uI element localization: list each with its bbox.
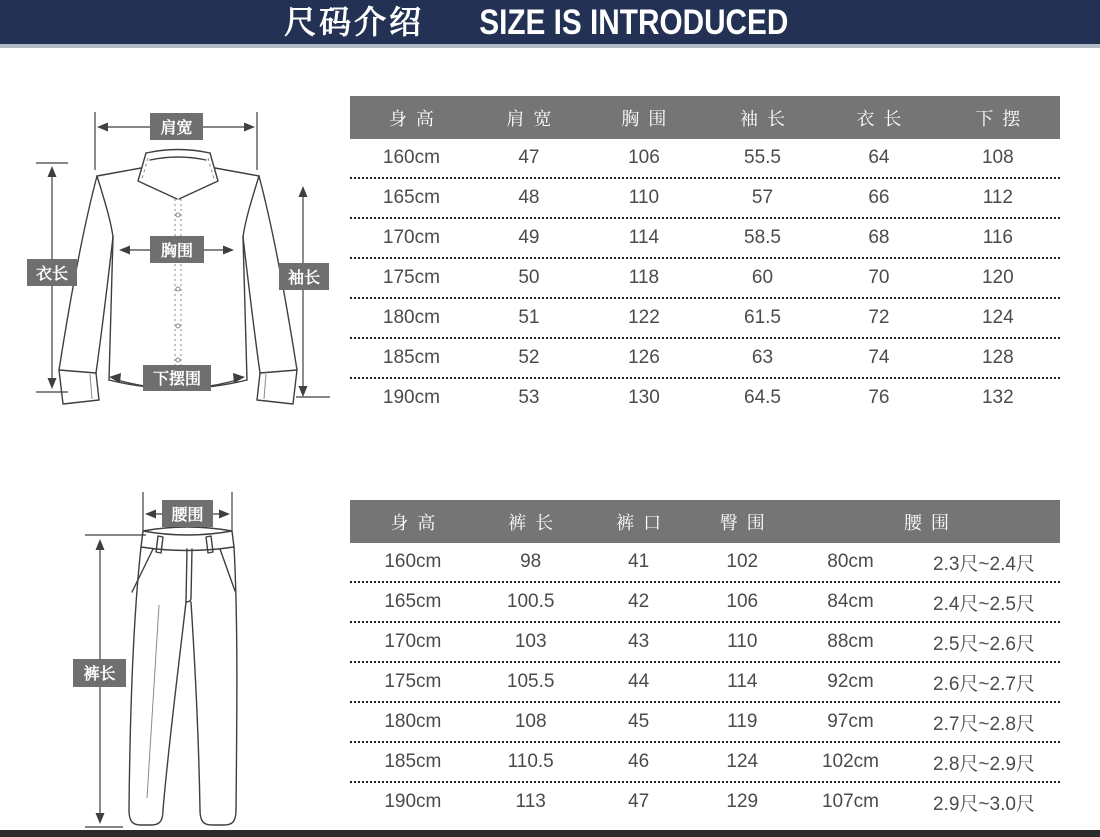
pants-length-measure (73, 535, 146, 827)
table-cell: 190cm (384, 791, 442, 812)
table-cell: 122 (628, 307, 660, 328)
table-cell: 170cm (382, 227, 440, 248)
table-cell: 110.5 (507, 751, 554, 772)
shoulder-width-label: 肩宽 (160, 120, 193, 137)
sleeve-length-label: 袖长 (287, 270, 321, 287)
table-cell: 160cm (384, 551, 442, 572)
table-cell: 72 (868, 307, 890, 328)
table-cell: 63 (751, 347, 774, 368)
pants-table-header (350, 500, 1060, 543)
table-cell: 88cm (827, 631, 874, 652)
table-cell: 2.5尺~2.6尺 (933, 633, 1035, 655)
table-cell: 160cm (382, 147, 440, 168)
table-cell: 175cm (384, 671, 442, 692)
table-cell: 165cm (382, 187, 440, 208)
table-cell: 190cm (382, 387, 440, 408)
table-cell: 118 (628, 267, 660, 288)
table-cell: 126 (628, 347, 660, 368)
table-cell: 113 (515, 791, 546, 812)
table-cell: 100.5 (506, 591, 555, 612)
table-cell: 53 (518, 387, 540, 408)
table-row (350, 219, 1060, 259)
bottom-section-divider (0, 830, 1100, 837)
sleeve-length-measure (279, 186, 330, 397)
column-header: 胸围 (621, 108, 676, 129)
table-cell: 47 (518, 147, 540, 168)
table-cell: 84cm (827, 591, 874, 612)
table-cell: 105.5 (506, 671, 555, 692)
table-cell: 185cm (382, 347, 440, 368)
column-header: 身高 (388, 108, 443, 129)
table-cell: 130 (628, 387, 660, 408)
table-row (350, 583, 1060, 623)
column-header: 身高 (390, 512, 445, 533)
table-cell: 112 (982, 187, 1013, 208)
table-row (350, 783, 1060, 821)
hem-label: 下摆围 (152, 371, 202, 388)
table-cell: 102 (726, 551, 759, 572)
table-cell: 58.5 (744, 227, 781, 248)
table-cell: 110 (727, 631, 758, 652)
table-row (350, 139, 1060, 179)
table-row (350, 259, 1060, 299)
table-cell: 48 (518, 187, 540, 208)
table-cell: 64.5 (744, 387, 781, 408)
table-cell: 180cm (382, 307, 440, 328)
table-cell: 47 (628, 791, 650, 812)
table-cell: 80cm (827, 551, 874, 572)
table-cell: 64 (868, 147, 890, 168)
table-cell: 49 (518, 227, 540, 248)
table-cell: 2.4尺~2.5尺 (933, 593, 1035, 615)
table-cell: 129 (726, 791, 759, 812)
chest-measure (119, 236, 234, 263)
table-cell: 43 (628, 631, 650, 652)
table-row (350, 543, 1060, 583)
banner-title-zh: 尺码介绍 (284, 4, 425, 40)
table-cell: 98 (520, 551, 542, 572)
table-cell: 103 (514, 631, 547, 652)
shirt-table-header (350, 96, 1060, 139)
table-row (350, 339, 1060, 379)
column-header: 下摆 (975, 108, 1030, 129)
table-cell: 114 (727, 671, 758, 692)
table-cell: 120 (981, 267, 1014, 288)
table-cell: 52 (518, 347, 540, 368)
table-cell: 97cm (827, 711, 874, 732)
garment-length-label: 衣长 (35, 266, 69, 283)
shirt-table-body (350, 139, 1060, 417)
table-cell: 50 (518, 267, 540, 288)
chest-label: 胸围 (160, 243, 194, 260)
table-cell: 107cm (821, 791, 880, 812)
table-cell: 102cm (821, 751, 880, 772)
column-header: 肩宽 (506, 108, 561, 129)
table-cell: 2.8尺~2.9尺 (933, 753, 1035, 775)
table-row (350, 663, 1060, 703)
shoulder-width-measure (95, 112, 257, 170)
table-cell: 57 (751, 187, 774, 208)
table-row (350, 379, 1060, 417)
table-cell: 2.9尺~3.0尺 (933, 793, 1035, 815)
table-cell: 170cm (384, 631, 442, 652)
table-cell: 2.7尺~2.8尺 (933, 713, 1035, 735)
pants-size-table (350, 500, 1060, 821)
table-cell: 68 (868, 227, 890, 248)
table-cell: 44 (628, 671, 650, 692)
table-cell: 114 (628, 227, 660, 248)
hem-measure (109, 365, 245, 391)
table-cell: 106 (628, 147, 660, 168)
table-cell: 175cm (382, 267, 440, 288)
table-cell: 180cm (384, 711, 442, 732)
waist-label: 腰围 (171, 507, 204, 524)
table-cell: 108 (981, 147, 1014, 168)
garment-length-measure (27, 163, 77, 392)
table-cell: 2.3尺~2.4尺 (933, 553, 1035, 575)
table-cell: 51 (518, 307, 540, 328)
column-header: 衣长 (856, 108, 911, 129)
table-cell: 70 (868, 267, 890, 288)
table-row (350, 743, 1060, 783)
table-cell: 124 (726, 751, 759, 772)
table-cell: 55.5 (744, 147, 781, 168)
table-cell: 61.5 (744, 307, 781, 328)
table-cell: 116 (982, 227, 1013, 248)
waist-measure (143, 492, 232, 530)
table-cell: 110 (628, 187, 660, 208)
table-cell: 42 (628, 591, 650, 612)
table-cell: 2.6尺~2.7尺 (933, 673, 1035, 695)
table-cell: 45 (628, 711, 650, 732)
table-cell: 108 (514, 711, 547, 732)
column-header: 腰围 (903, 512, 958, 533)
table-cell: 66 (868, 187, 890, 208)
shirt-size-table (350, 96, 1060, 417)
table-cell: 76 (868, 387, 890, 408)
table-cell: 74 (868, 347, 890, 368)
table-row (350, 179, 1060, 219)
column-header: 臀围 (719, 512, 774, 533)
column-header: 裤长 (508, 512, 563, 533)
column-header: 袖长 (739, 108, 794, 129)
table-cell: 132 (981, 387, 1014, 408)
banner-title-en: SIZE IS INTRODUCED (479, 2, 789, 42)
table-row (350, 623, 1060, 663)
table-cell: 46 (628, 751, 650, 772)
table-cell: 60 (751, 267, 774, 288)
pants-length-label: 裤长 (83, 666, 116, 683)
pants-line-art (129, 527, 237, 825)
column-header: 裤口 (616, 512, 671, 533)
table-cell: 92cm (827, 671, 874, 692)
table-cell: 185cm (384, 751, 442, 772)
table-cell: 128 (981, 347, 1014, 368)
pants-table-body (350, 543, 1060, 821)
table-cell: 165cm (384, 591, 442, 612)
table-cell: 106 (726, 591, 759, 612)
table-cell: 124 (981, 307, 1014, 328)
table-row (350, 299, 1060, 339)
table-row (350, 703, 1060, 743)
table-cell: 41 (628, 551, 650, 572)
table-cell: 119 (727, 711, 758, 732)
